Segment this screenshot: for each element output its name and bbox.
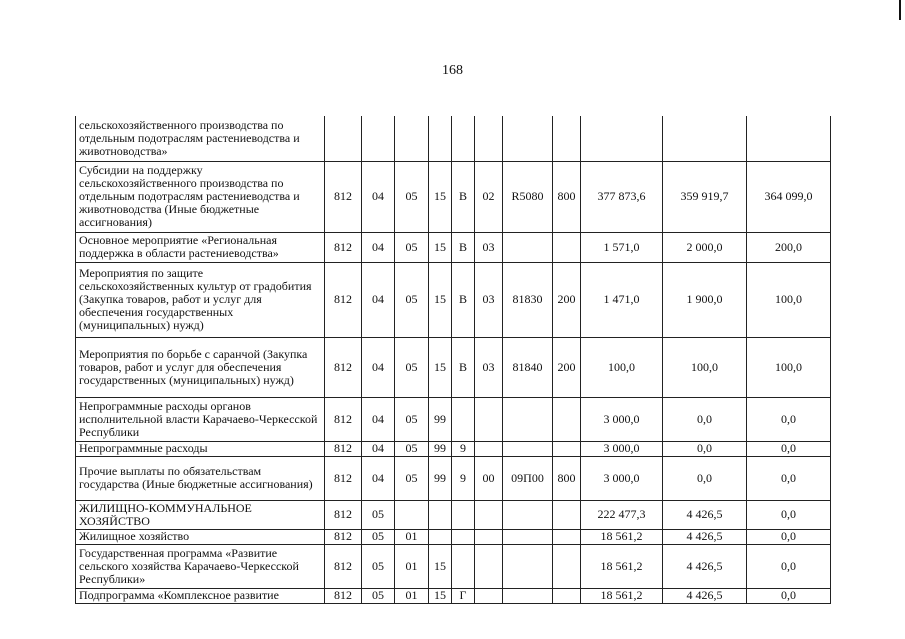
ved-code-cell: 812 [325, 397, 362, 441]
ved-code-cell: 812 [325, 262, 362, 337]
direction-code-cell: 09П00 [503, 456, 553, 500]
amount-year3-cell: 200,0 [747, 232, 831, 262]
subprogram-code-cell: 9 [452, 441, 475, 456]
subsection-code-cell: 01 [395, 588, 429, 603]
section-code-cell: 04 [362, 337, 395, 397]
event-code-cell: 00 [475, 456, 503, 500]
program-code-cell: 99 [429, 397, 452, 441]
table-row [76, 397, 831, 441]
amount-year1-cell: 3 000,0 [581, 441, 663, 456]
name-cell: Основное мероприятие «Региональная поддержка в области растениеводства» [76, 232, 325, 262]
program-code-cell: 15 [429, 232, 452, 262]
subprogram-code-cell: В [452, 232, 475, 262]
ved-code-cell: 812 [325, 544, 362, 588]
amount-year3-cell [747, 116, 831, 161]
amount-year2-cell: 2 000,0 [663, 232, 747, 262]
table-row [76, 544, 831, 588]
direction-code-cell [503, 588, 553, 603]
name-cell: Мероприятия по защите сельскохозяйственных культур от градобития (Закупка товаров, работ и услуг для обеспечения государственных (муниципальных) нужд) [76, 262, 325, 337]
section-code-cell: 05 [362, 500, 395, 529]
expense-type-cell: 200 [553, 262, 581, 337]
expense-type-cell [553, 116, 581, 161]
amount-year2-cell [663, 116, 747, 161]
subsection-code-cell: 05 [395, 232, 429, 262]
subprogram-code-cell [452, 500, 475, 529]
table-row [76, 116, 831, 161]
amount-year1-cell: 18 561,2 [581, 588, 663, 603]
subsection-code-cell: 05 [395, 441, 429, 456]
expense-type-cell [553, 397, 581, 441]
subsection-code-cell: 05 [395, 456, 429, 500]
subprogram-code-cell [452, 529, 475, 544]
subprogram-code-cell: В [452, 337, 475, 397]
expense-type-cell [553, 544, 581, 588]
subprogram-code-cell [452, 116, 475, 161]
subprogram-code-cell: 9 [452, 456, 475, 500]
direction-code-cell [503, 232, 553, 262]
direction-code-cell [503, 441, 553, 456]
table-row [76, 337, 831, 397]
name-cell: Жилищное хозяйство [76, 529, 325, 544]
section-code-cell: 04 [362, 441, 395, 456]
expense-type-cell: 800 [553, 456, 581, 500]
section-code-cell: 04 [362, 262, 395, 337]
expense-type-cell [553, 588, 581, 603]
amount-year1-cell: 3 000,0 [581, 397, 663, 441]
event-code-cell [475, 441, 503, 456]
amount-year1-cell: 100,0 [581, 337, 663, 397]
direction-code-cell [503, 544, 553, 588]
amount-year2-cell: 100,0 [663, 337, 747, 397]
direction-code-cell [503, 397, 553, 441]
expense-type-cell: 800 [553, 161, 581, 232]
ved-code-cell [325, 116, 362, 161]
event-code-cell [475, 588, 503, 603]
subsection-code-cell: 05 [395, 397, 429, 441]
table-row [76, 456, 831, 500]
amount-year3-cell: 100,0 [747, 262, 831, 337]
amount-year2-cell: 1 900,0 [663, 262, 747, 337]
amount-year3-cell: 0,0 [747, 456, 831, 500]
amount-year3-cell: 0,0 [747, 588, 831, 603]
section-code-cell: 04 [362, 161, 395, 232]
table-row [76, 161, 831, 232]
section-code-cell: 04 [362, 456, 395, 500]
expense-type-cell: 200 [553, 337, 581, 397]
subsection-code-cell: 05 [395, 337, 429, 397]
event-code-cell: 03 [475, 262, 503, 337]
subprogram-code-cell: Г [452, 588, 475, 603]
subsection-code-cell: 01 [395, 529, 429, 544]
program-code-cell: 15 [429, 337, 452, 397]
subsection-code-cell [395, 116, 429, 161]
name-cell: Прочие выплаты по обязательствам государства (Иные бюджетные ассигнования) [76, 456, 325, 500]
direction-code-cell: R5080 [503, 161, 553, 232]
program-code-cell: 15 [429, 262, 452, 337]
amount-year3-cell: 100,0 [747, 337, 831, 397]
name-cell: Подпрограмма «Комплексное развитие [76, 588, 325, 603]
section-code-cell: 04 [362, 397, 395, 441]
ved-code-cell: 812 [325, 456, 362, 500]
amount-year1-cell: 377 873,6 [581, 161, 663, 232]
amount-year2-cell: 4 426,5 [663, 500, 747, 529]
section-code-cell [362, 116, 395, 161]
subprogram-code-cell [452, 397, 475, 441]
amount-year2-cell: 4 426,5 [663, 588, 747, 603]
ved-code-cell: 812 [325, 337, 362, 397]
name-cell: Субсидии на поддержку сельскохозяйственного производства по отдельным подотраслям растениеводства и животноводства (Иные бюджетные ассигнования) [76, 161, 325, 232]
name-cell: Государственная программа «Развитие сельского хозяйства Карачаево-Черкесской Республики» [76, 544, 325, 588]
event-code-cell [475, 500, 503, 529]
amount-year3-cell: 0,0 [747, 529, 831, 544]
direction-code-cell [503, 116, 553, 161]
table-body [76, 116, 831, 603]
program-code-cell: 15 [429, 161, 452, 232]
table-row [76, 529, 831, 544]
expense-type-cell [553, 441, 581, 456]
program-code-cell: 15 [429, 588, 452, 603]
program-code-cell [429, 529, 452, 544]
amount-year2-cell: 0,0 [663, 441, 747, 456]
name-cell: ЖИЛИЩНО-КОММУНАЛЬНОЕ ХОЗЯЙСТВО [76, 500, 325, 529]
subsection-code-cell: 05 [395, 161, 429, 232]
subsection-code-cell: 01 [395, 544, 429, 588]
section-code-cell: 05 [362, 529, 395, 544]
ved-code-cell: 812 [325, 529, 362, 544]
direction-code-cell: 81840 [503, 337, 553, 397]
subprogram-code-cell: В [452, 161, 475, 232]
amount-year1-cell: 18 561,2 [581, 544, 663, 588]
program-code-cell: 99 [429, 456, 452, 500]
amount-year1-cell [581, 116, 663, 161]
name-cell: Мероприятия по борьбе с саранчой (Закупка товаров, работ и услуг для обеспечения государственных (муниципальных) нужд) [76, 337, 325, 397]
event-code-cell: 03 [475, 232, 503, 262]
program-code-cell [429, 116, 452, 161]
event-code-cell [475, 529, 503, 544]
amount-year2-cell: 0,0 [663, 456, 747, 500]
direction-code-cell: 81830 [503, 262, 553, 337]
name-cell: Непрограммные расходы органов исполнительной власти Карачаево-Черкесской Республики [76, 397, 325, 441]
amount-year3-cell: 0,0 [747, 441, 831, 456]
page-edge-mark [899, 0, 901, 20]
event-code-cell [475, 544, 503, 588]
amount-year3-cell: 0,0 [747, 500, 831, 529]
budget-table [75, 116, 831, 604]
name-cell: Непрограммные расходы [76, 441, 325, 456]
amount-year1-cell: 222 477,3 [581, 500, 663, 529]
ved-code-cell: 812 [325, 441, 362, 456]
amount-year1-cell: 18 561,2 [581, 529, 663, 544]
subsection-code-cell: 05 [395, 262, 429, 337]
amount-year1-cell: 3 000,0 [581, 456, 663, 500]
expense-type-cell [553, 500, 581, 529]
name-cell: сельскохозяйственного производства по отдельным подотраслям растениеводства и животноводства» [76, 116, 325, 161]
ved-code-cell: 812 [325, 500, 362, 529]
direction-code-cell [503, 500, 553, 529]
table-row [76, 232, 831, 262]
ved-code-cell: 812 [325, 232, 362, 262]
expense-type-cell [553, 529, 581, 544]
table-row [76, 441, 831, 456]
event-code-cell [475, 397, 503, 441]
event-code-cell: 02 [475, 161, 503, 232]
section-code-cell: 05 [362, 544, 395, 588]
subsection-code-cell [395, 500, 429, 529]
table-row [76, 500, 831, 529]
program-code-cell: 15 [429, 544, 452, 588]
event-code-cell: 03 [475, 337, 503, 397]
table-row [76, 262, 831, 337]
section-code-cell: 04 [362, 232, 395, 262]
ved-code-cell: 812 [325, 161, 362, 232]
amount-year1-cell: 1 571,0 [581, 232, 663, 262]
amount-year2-cell: 359 919,7 [663, 161, 747, 232]
expense-type-cell [553, 232, 581, 262]
amount-year2-cell: 0,0 [663, 397, 747, 441]
subprogram-code-cell: В [452, 262, 475, 337]
direction-code-cell [503, 529, 553, 544]
page-number: 168 [442, 63, 463, 78]
amount-year2-cell: 4 426,5 [663, 529, 747, 544]
amount-year3-cell: 0,0 [747, 544, 831, 588]
amount-year2-cell: 4 426,5 [663, 544, 747, 588]
subprogram-code-cell [452, 544, 475, 588]
program-code-cell: 99 [429, 441, 452, 456]
program-code-cell [429, 500, 452, 529]
amount-year1-cell: 1 471,0 [581, 262, 663, 337]
ved-code-cell: 812 [325, 588, 362, 603]
table-row [76, 588, 831, 603]
amount-year3-cell: 0,0 [747, 397, 831, 441]
event-code-cell [475, 116, 503, 161]
section-code-cell: 05 [362, 588, 395, 603]
amount-year3-cell: 364 099,0 [747, 161, 831, 232]
